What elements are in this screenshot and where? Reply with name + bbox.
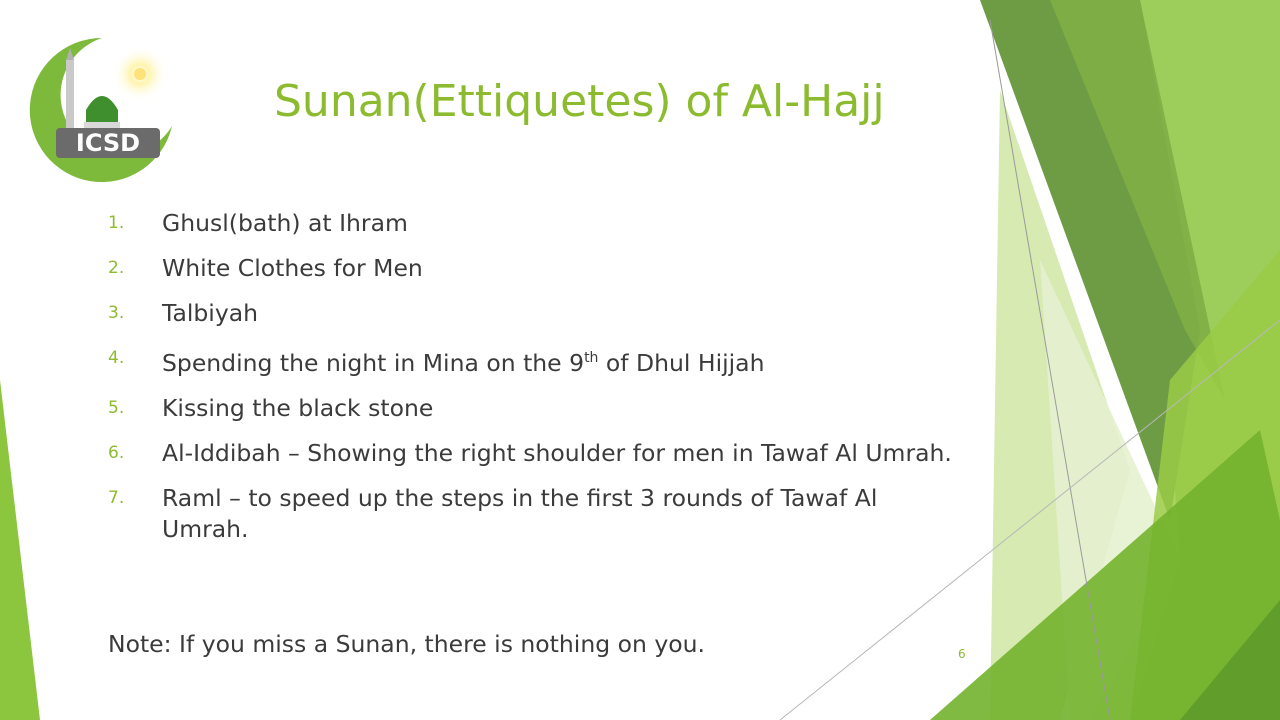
list-number: 2.: [108, 258, 125, 278]
list-number: 4.: [108, 348, 125, 368]
list-item: [108, 343, 968, 379]
page-number: 6: [958, 647, 966, 661]
list-item: [108, 483, 968, 545]
logo-text: ICSD: [75, 129, 141, 157]
list-item-text: Raml – to speed up the steps in the first 3 rounds of Tawaf Al Umrah.: [162, 483, 878, 543]
superscript: th: [584, 350, 599, 366]
list-item-text: Al-Iddibah – Showing the right shoulder for men in Tawaf Al Umrah.: [162, 438, 952, 467]
list-item: [108, 438, 968, 469]
list-item: [108, 208, 968, 239]
list-item: [108, 253, 968, 284]
list-number: 1.: [108, 213, 125, 233]
list-item-text: [162, 349, 764, 377]
list-number: 7.: [108, 487, 125, 508]
list-item-text: Kissing the black stone: [162, 393, 434, 422]
list-item-text: Talbiyah: [162, 299, 259, 327]
text-part: Spending the night in Mina on the 9: [162, 348, 585, 377]
list-number: 5.: [108, 397, 125, 418]
note-text: Note: If you miss a Sunan, there is nothing on you.: [108, 630, 705, 658]
list-item: [108, 298, 968, 329]
list-item-text: White Clothes for Men: [162, 254, 423, 282]
icsd-logo: [22, 30, 182, 190]
slide-title: Sunan(Ettiquetes) of Al-Hajj: [274, 76, 885, 127]
list-number: 6.: [108, 442, 125, 463]
text-part: of Dhul Hijjah: [598, 348, 765, 377]
list-item: [108, 393, 968, 424]
list-item-text: Ghusl(bath) at Ihram: [162, 209, 408, 237]
list-number: 3.: [108, 303, 125, 323]
etiquette-list: [108, 208, 968, 559]
